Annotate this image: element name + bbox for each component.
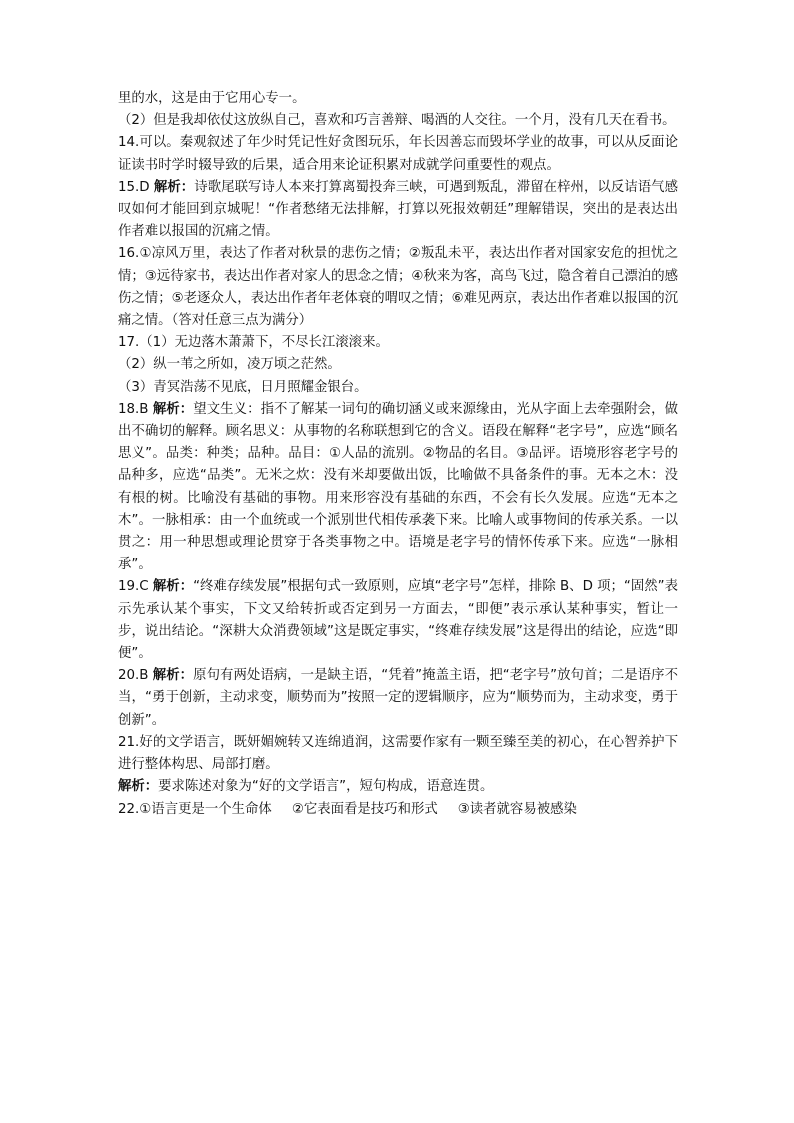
answer-21-analysis: [118, 776, 678, 798]
answer-16: 16.①凉风万里，表达了作者对秋景的悲伤之情；②叛乱未平，表达出作者对国家安危的担忧之情；③远待家书，表达出作者对家人的思念之情；④秋来为客，高鸟飞过，隐含着自己漂泊的感伤之情；⑤老逐众人，表达出作者年老体衰的喟叹之情；⑥难见两京，表达出作者难以报国的沉痛之情。（答对任意三点为满分）: [118, 246, 678, 329]
answer-18-number: 18.B: [118, 401, 153, 417]
answer-22: [118, 799, 678, 821]
answer-18-label: 解析：: [152, 401, 194, 417]
answer-20: [118, 665, 678, 732]
answer-21-analysis-text: 要求陈述对象为“好的文学语言”，短句构成，语意连贯。: [158, 779, 494, 795]
answer-21-analysis-label: 解析：: [118, 779, 159, 795]
answer-20-label: 解析：: [152, 668, 194, 684]
answer-20-number: 20.B: [118, 668, 153, 684]
line-continuation: 里的水，这是由于它用心专一。: [118, 91, 306, 106]
answer-18-text: 望文生义：指不了解某一词句的确切涵义或来源缘由，光从字面上去牵强附会，做出不确切的解释。顾名思义：从事物的名称联想到它的含义。语段在解释“老字号”，应选“顾名思义”。品类：种类；品种。品目：①人品的流别。②物品的名目。③品评。语境形容老字号的品种多，应选“品类”。无米之炊：没有米却要做出饭，比喻做不具备条件的事。无本之木：没有根的树。比喻没有基础的事物。用来形容没有基础的东西，不会有长久发展。应选“无本之木”。一脉相承：由一个血统或一个派别世代相传承袭下来。比喻人或事物间的传承关系。一以贯之：用一种思想或理论贯穿于各类事物之中。语境是老字号的情怀传承下来。应选“一脉相承”。: [118, 401, 679, 573]
answer-17-1: 17.（1）无边落木萧萧下，不尽长江滚滚来。: [118, 335, 389, 351]
answer-15-text: 诗歌尾联写诗人本来打算离蜀投奔三峡，可遇到叛乱，滞留在梓州，以反诘语气感叹如何才能回到京城呢！“作者愁绪无法排解，打算以死报效朝廷”理解错误，突出的是表达出作者难以报国的沉痛之情。: [118, 179, 679, 240]
answer-19-label: 解析：: [152, 579, 194, 595]
translation-2: （2）但是我却依仗这放纵自己，喜欢和巧言善辩、喝酒的人交往。一个月，没有几天在看书。: [118, 113, 676, 129]
answer-22-part-3: ③读者就容易被感染: [457, 801, 577, 817]
answer-19-text: “终难存续发展”根据句式一致原则，应填“老字号”怎样，排除 B、D 项；“固然”表示先承认某个事实，下文又给转折或否定到另一方面去，“即便”表示承认某种事实，暂让一步，说出结论。“深耕大众消费领域”这是既定事实，“终难存续发展”这是得出的结论，应选“即便”。: [118, 579, 678, 662]
answer-19: [118, 576, 678, 665]
answer-15: [118, 177, 678, 244]
answer-15-number: 15.D: [118, 179, 154, 195]
answer-21: 21.好的文学语言，既妍媚婉转又连绵逍润，这需要作家有一颗至臻至美的初心，在心智养护下进行整体构思、局部打磨。: [118, 734, 678, 773]
answer-22-part-2: ②它表面看是技巧和形式: [291, 801, 438, 817]
answer-key-text: [118, 88, 678, 821]
answer-19-number: 19.C: [118, 579, 153, 595]
answer-18: [118, 399, 678, 577]
answer-20-text: 原句有两处语病，一是缺主语，“凭着”掩盖主语，把“老字号”放句首；二是语序不当，“勇于创新，主动求变，顺势而为”按照一定的逻辑顺序，应为“顺势而为，主动求变，勇于创新”。: [118, 668, 678, 728]
answer-15-label: 解析：: [153, 179, 195, 195]
answer-17-3: （3）青冥浩荡不见底，日月照耀金银台。: [118, 379, 368, 395]
answer-22-part-1: 22.①语言更是一个生命体: [118, 801, 272, 817]
answer-14: 14.可以。秦观叙述了年少时凭记性好贪图玩乐，年长因善忘而毁坏学业的故事，可以从反面论证读书时学时辍导致的后果，适合用来论证积累对成就学问重要性的观点。: [118, 135, 678, 173]
answer-17-2: （2）纵一苇之所如，凌万顷之茫然。: [118, 357, 341, 373]
